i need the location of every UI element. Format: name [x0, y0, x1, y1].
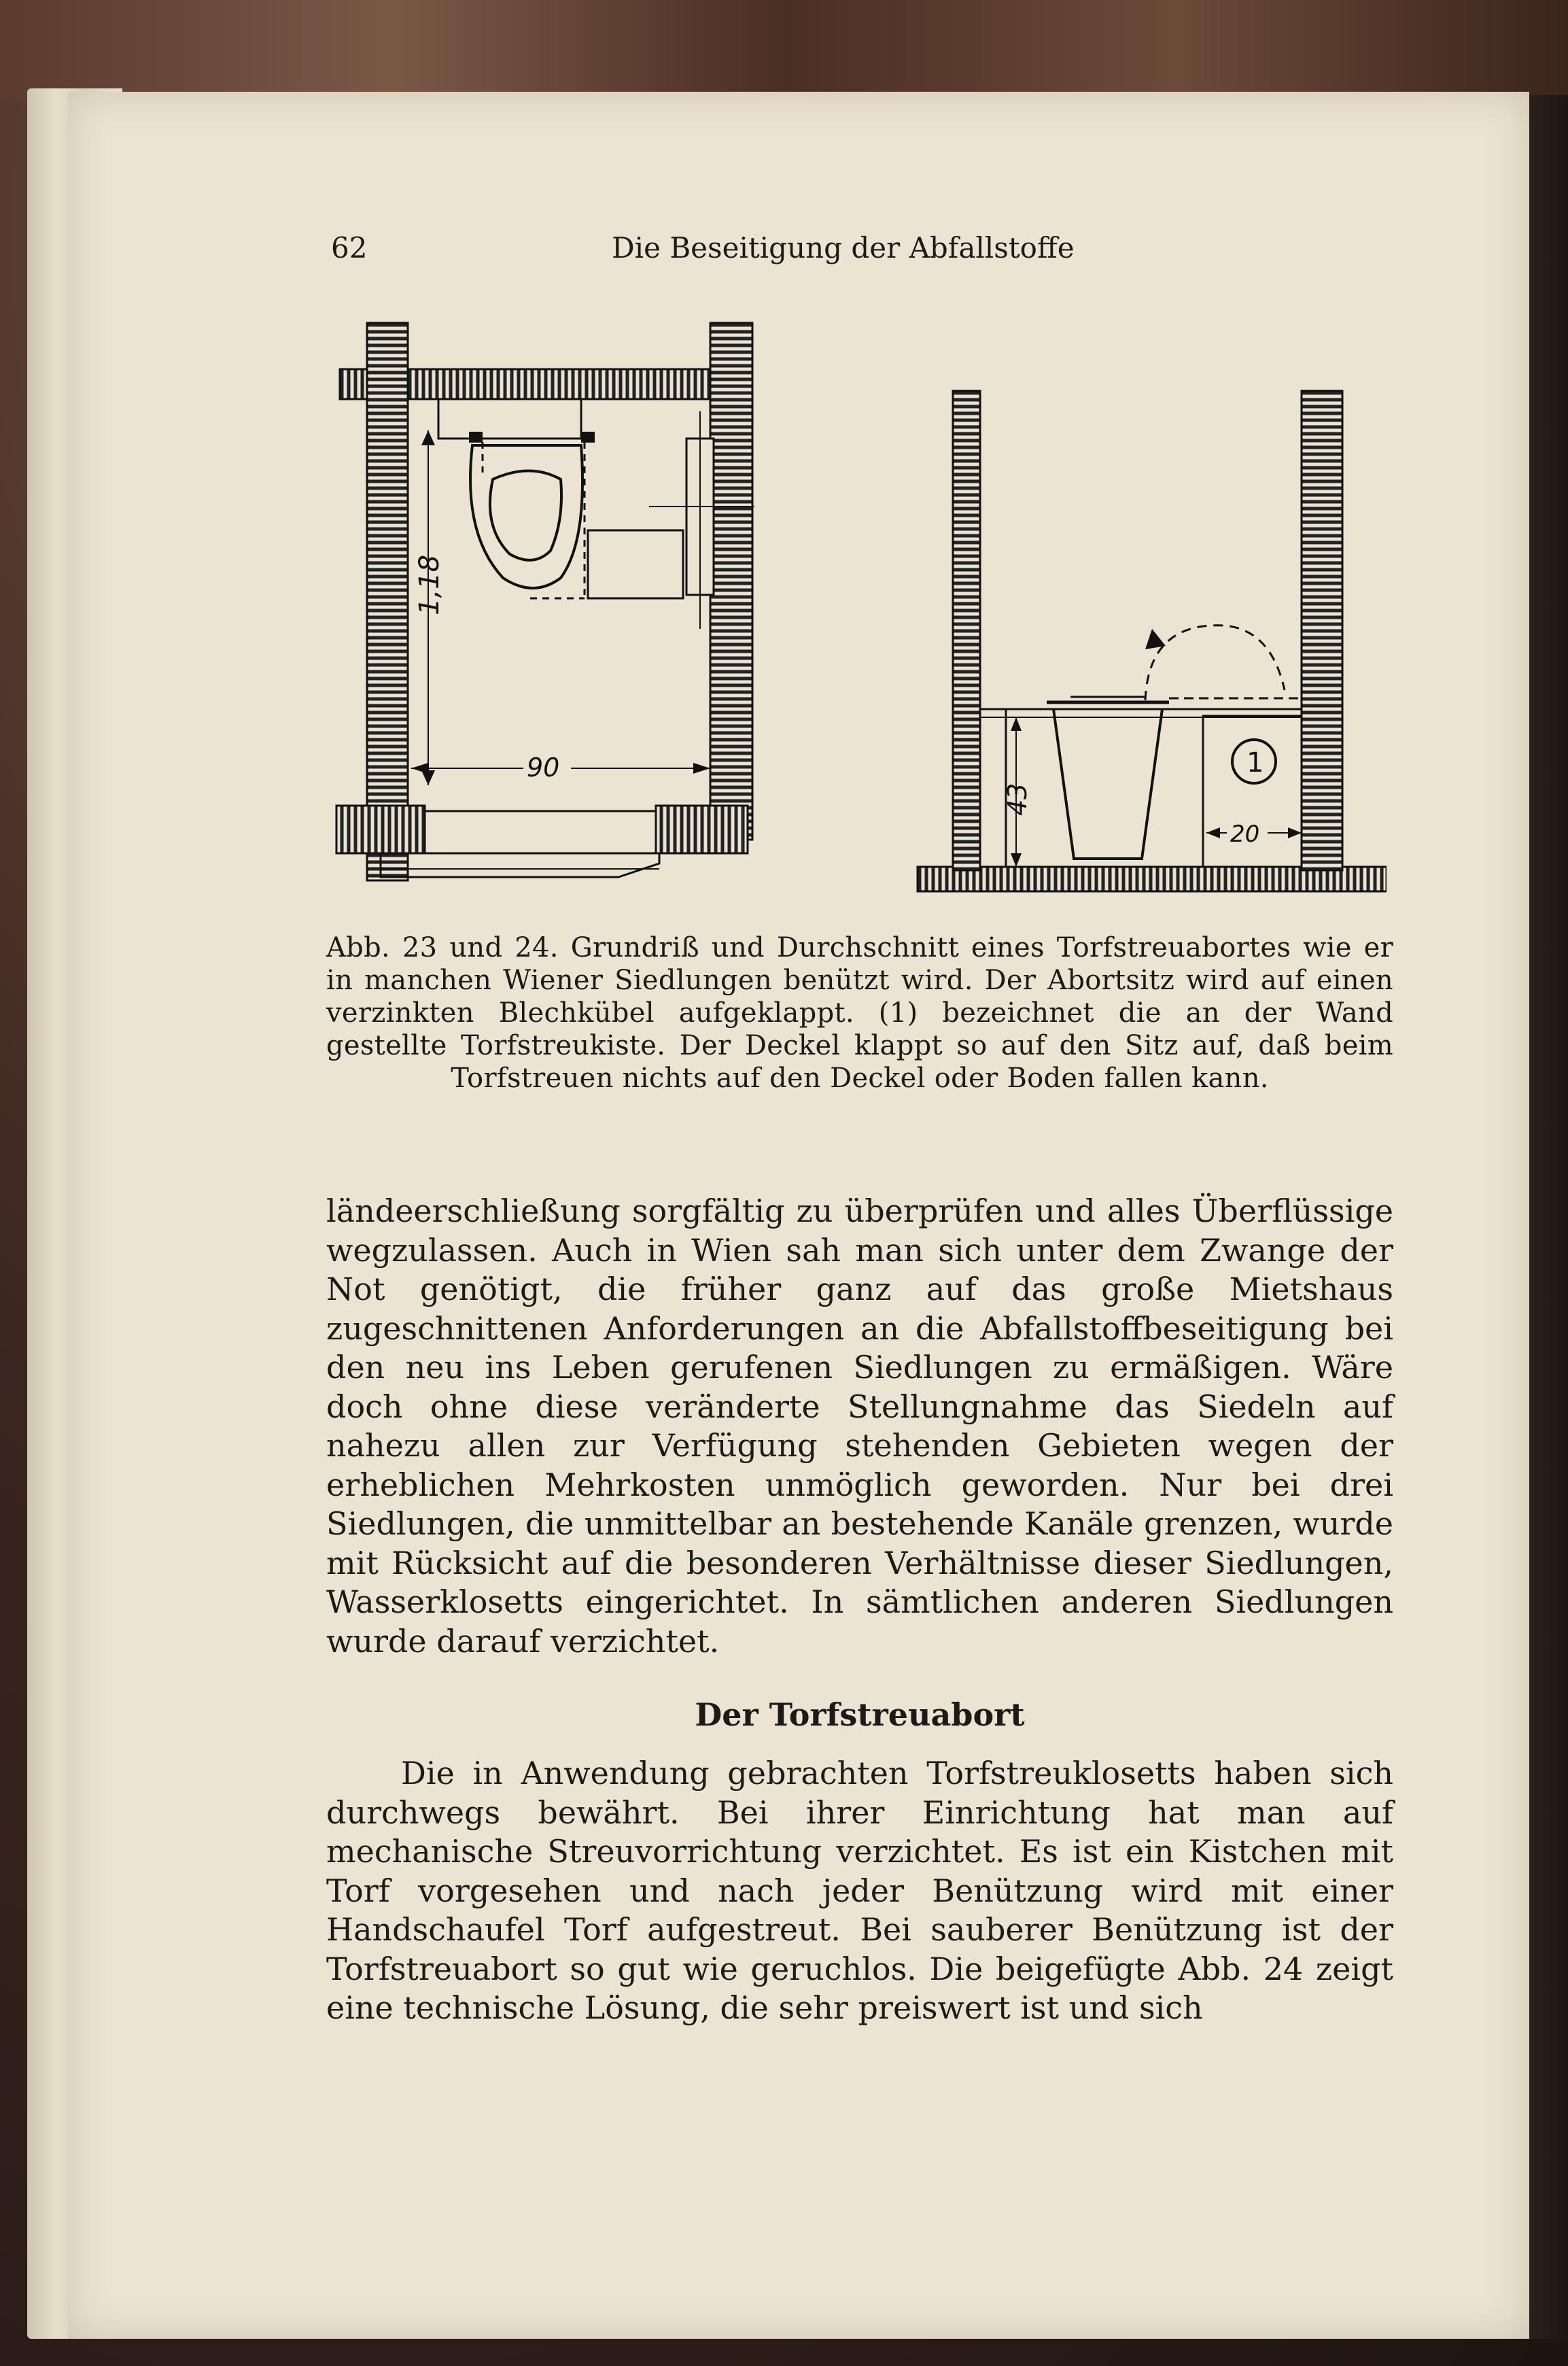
plan-toilet-opening	[490, 471, 561, 560]
plan-peat-box	[588, 530, 683, 598]
section-left-wall	[953, 391, 980, 870]
dimension-label-plan-height: 1,18	[414, 554, 445, 615]
floor-plan-drawing	[336, 323, 754, 880]
section-right-wall	[1302, 391, 1342, 870]
page-number: 62	[331, 231, 368, 264]
plan-seat-board	[438, 399, 581, 439]
section-heading: Der Torfstreuabort	[695, 1696, 1025, 1733]
dimension-label-section-height: 43	[1003, 783, 1032, 816]
book-cover-top-edge	[0, 0, 1568, 102]
section-box-number: 1	[1247, 747, 1264, 778]
plan-right-wall	[710, 323, 752, 840]
figure-caption: Abb. 23 und 24. Grundriß und Durchschnitt eines Torfstreuabortes wie er in manchen Wiener Siedlungen benützt wird. Der Abortsitz wird auf einen verzinkten Blechkübel aufgeklappt. (1) bezeichnet die an der Wand gestellte Torfstreukiste. Der Deckel klappt so auf den Sitz auf, daß beim Torfstreuen nichts auf den Deckel oder Boden fallen kann.	[326, 932, 1393, 1094]
plan-bottom-wall-right	[656, 806, 748, 853]
dimension-label-plan-width: 90	[527, 753, 560, 783]
plan-bottom-wall-left	[336, 806, 425, 853]
body-paragraph-2: Die in Anwendung gebrachten Torfstreuklosetts haben sich durchwegs bewährt. Bei ihrer Einrichtung hat man auf mechanische Streuvorrichtung verzichtet. Es ist ein Kistchen mit Torf vorgesehen und nach jeder Benützung wird mit einer Handschaufel Torf aufgestreut. Bei sauberer Benützung ist der Torfstreuabort so gut wie geruchlos. Die beigefügte Abb. 24 zeigt eine technische Lösung, die sehr preiswert ist und sich	[326, 1755, 1393, 2026]
figure-torfstreuabort	[319, 309, 1387, 908]
plan-toilet-seat	[470, 445, 582, 588]
section-drawing	[918, 391, 1387, 891]
running-title: Die Beseitigung der Abfallstoffe	[612, 231, 1075, 264]
section-bucket	[1053, 709, 1162, 859]
dimension-label-section-width: 20	[1230, 821, 1260, 848]
body-paragraph-1: ländeerschließung sorgfältig zu überprüfen und alles Überflüssige wegzulassen. Auch in Wien sah man sich unter dem Zwange der Not genötigt, die früher ganz auf das große Mietshaus zugeschnittenen Anforderungen an die Abfallstoffbeseitigung bei den neu ins Leben gerufenen Siedlungen zu ermäßigen. Wäre doch ohne diese veränderte Stellungnahme das Siedeln auf nahezu allen zur Verfügung stehenden Gebieten wegen der erheblichen Mehrkosten unmöglich geworden. Nur bei drei Siedlungen, die unmittelbar an bestehende Kanäle grenzen, wurde mit Rücksicht auf die besonderen Verhältnisse dieser Siedlungen, Wasserklosetts eingerichtet. In sämtlichen anderen Siedlungen wurde darauf verzichtet.	[326, 1193, 1393, 1660]
plan-left-wall	[367, 323, 408, 880]
